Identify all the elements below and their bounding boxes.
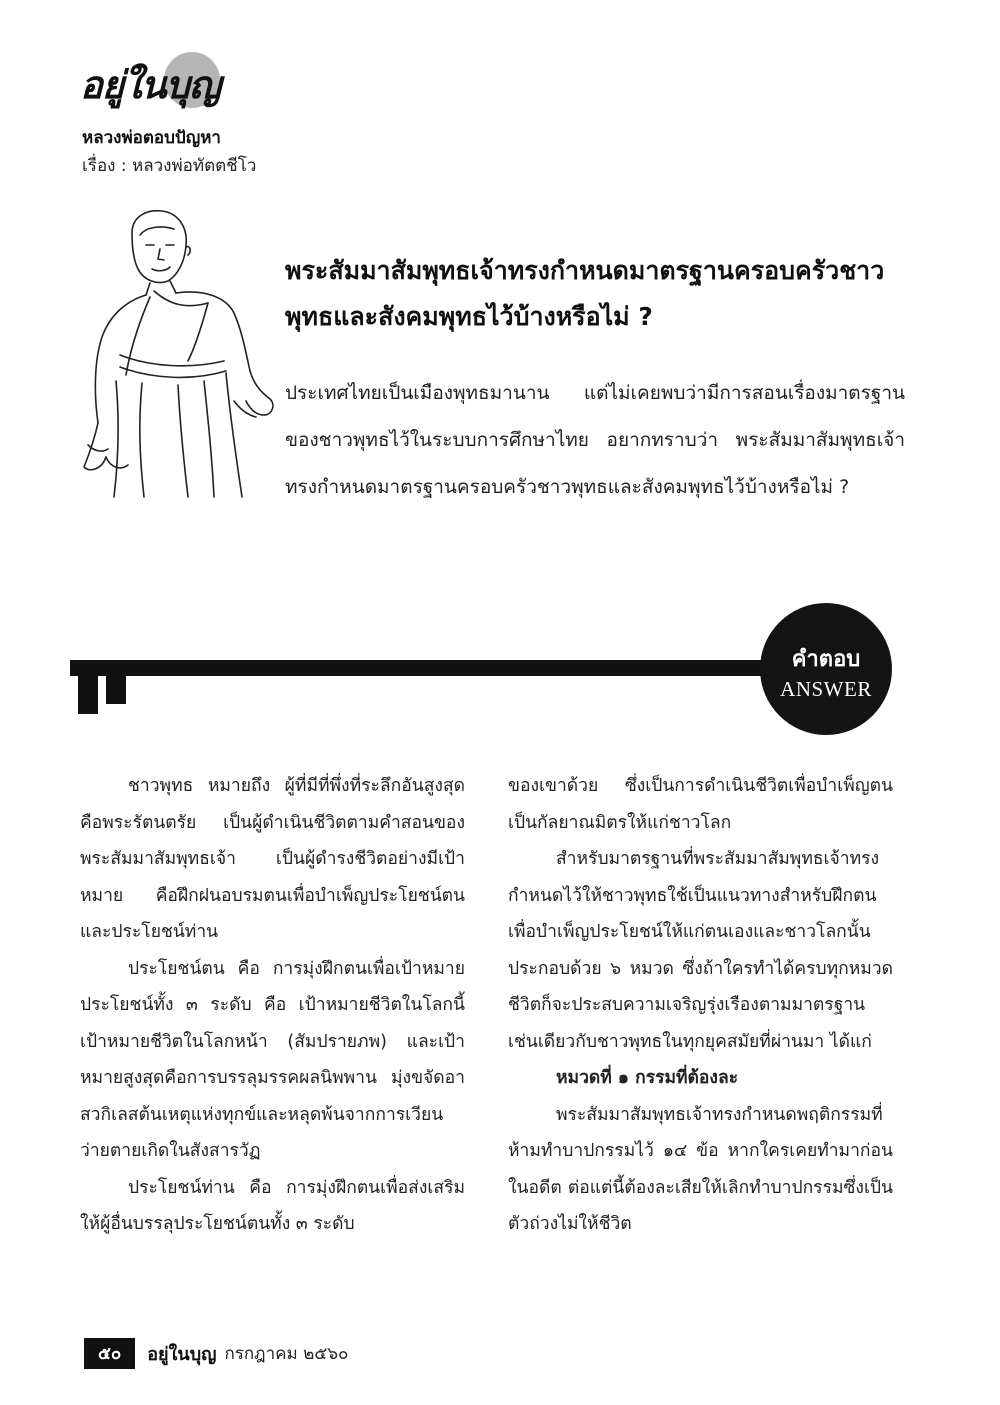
answer-column-right xyxy=(508,768,893,1243)
paragraph: ประโยชน์ท่าน คือ การมุ่งฝึกตนเพื่อส่งเสริมให้ผู้อื่นบรรลุประโยชน์ตนทั้ง ๓ ระดับ xyxy=(80,1177,465,1234)
subheading: หมวดที่ ๑ กรรมที่ต้องละ xyxy=(556,1068,739,1088)
page-number: ๕๐ xyxy=(84,1338,135,1369)
byline: เรื่อง : หลวงพ่อทัตตชีโว xyxy=(82,156,257,176)
question-body: ประเทศไทยเป็นเมืองพุทธมานาน แต่ไม่เคยพบว่ามีการสอนเรื่องมาตรฐานของชาวพุทธไว้ในระบบการศึกษาไทย อยากทราบว่า พระสัมมาสัมพุทธเจ้าทรงกำหนดมาตรฐานครอบครัวชาวพุทธและสังคมพุทธไว้บ้างหรือไม่ ? xyxy=(285,382,905,498)
paragraph: ของเขาด้วย ซึ่งเป็นการดำเนินชีวิตเพื่อบำเพ็ญตนเป็นกัลยาณมิตรให้แก่ชาวโลก xyxy=(508,776,893,833)
answer-label-thai: คำตอบ xyxy=(791,647,861,672)
answer-badge xyxy=(760,603,892,735)
magazine-logo xyxy=(80,52,230,112)
page-footer xyxy=(84,1340,348,1366)
paragraph: พระสัมมาสัมพุทธเจ้าทรงกำหนดพฤติกรรมที่ห้ามทำบาปกรรมไว้ ๑๔ ข้อ หากใครเคยทำมาก่อนในอดีต ต่อแต่นี้ต้องละเสียให้เลิกทำบาปกรรมซึ่งเป็นตัวถ่วงไม่ให้ชีวิต xyxy=(508,1104,893,1234)
section-title: หลวงพ่อตอบปัญหา xyxy=(82,128,221,148)
footer-magazine: อยู่ในบุญ xyxy=(147,1343,217,1365)
logo-text: อยู่ในบุญ xyxy=(80,62,221,107)
paragraph: ชาวพุทธ หมายถึง ผู้ที่มีที่พึ่งที่ระลึกอันสูงสุดคือพระรัตนตรัย เป็นผู้ดำเนินชีวิตตามคำสอนของพระสัมมาสัมพุทธเจ้า เป็นผู้ดำรงชีวิตอย่างมีเป้าหมาย คือฝึกฝนอบรมตนเพื่อบำเพ็ญประโยชน์ตนและประโยชน์ท่าน xyxy=(80,776,465,942)
paragraph: ประโยชน์ตน คือ การมุ่งฝึกตนเพื่อเป้าหมายประโยชน์ทั้ง ๓ ระดับ คือ เป้าหมายชีวิตในโลกนี้ เป้าหมายชีวิตในโลกหน้า (สัมปรายภพ) และเป้าหมายสูงสุดคือการบรรลุมรรคผลนิพพาน มุ่งขจัดอาสวกิเลสต้นเหตุแห่งทุกข์และหลุดพ้นจากการเวียนว่ายตายเกิดในสังสารวัฏ xyxy=(80,958,465,1161)
divider-bar xyxy=(70,660,790,676)
divider-tab xyxy=(78,676,98,714)
footer-date: กรกฎาคม ๒๕๖๐ xyxy=(224,1343,349,1364)
paragraph: สำหรับมาตรฐานที่พระสัมมาสัมพุทธเจ้าทรงกำหนดไว้ให้ชาวพุทธใช้เป็นแนวทางสำหรับฝึกตนเพื่อบำเพ็ญประโยชน์ให้แก่ตนเองและชาวโลกนั้น ประกอบด้วย ๖ หมวด ซึ่งถ้าใครทำได้ครบทุกหมวด ชีวิตก็จะประสบความเจริญรุ่งเรืองตามมาตรฐานเช่นเดียวกับชาวพุทธในทุกยุคสมัยที่ผ่านมา ได้แก่ xyxy=(508,849,893,1052)
question-title: พระสัมมาสัมพุทธเจ้าทรงกำหนดมาตรฐานครอบครัวชาวพุทธและสังคมพุทธไว้บ้างหรือไม่ ? xyxy=(285,256,885,331)
monk-sketch-icon xyxy=(80,205,280,505)
answer-label-english: ANSWER xyxy=(780,677,872,701)
answer-column-left xyxy=(80,768,465,1243)
divider-tab xyxy=(106,676,126,704)
